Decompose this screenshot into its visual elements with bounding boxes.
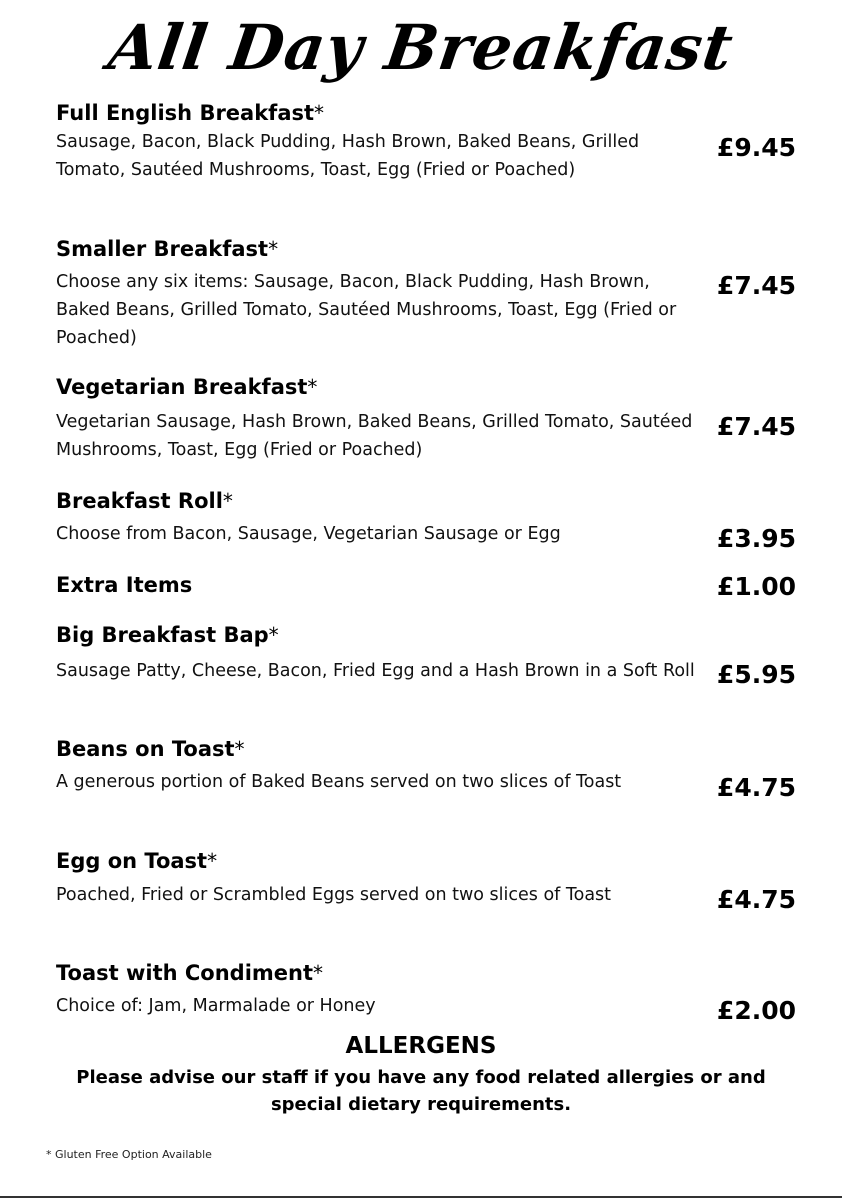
item-description: Poached, Fried or Scrambled Eggs served on two slices of Toast: [56, 885, 612, 905]
item-price: £9.45: [716, 133, 796, 162]
menu-item: [56, 372, 796, 460]
item-price: £1.00: [716, 572, 796, 601]
item-name: Breakfast Roll*: [56, 489, 233, 513]
item-description: Sausage Patty, Cheese, Bacon, Fried Egg and a Hash Brown in a Soft Roll: [56, 661, 695, 681]
allergens-heading: ALLERGENS: [345, 1033, 497, 1059]
item-price: £2.00: [716, 996, 796, 1025]
menu-item: [56, 958, 796, 1025]
item-price: £7.45: [716, 412, 796, 441]
item-name: Egg on Toast*: [56, 849, 218, 873]
item-description: Choose from Bacon, Sausage, Vegetarian Sausage or Egg: [56, 524, 561, 544]
item-price: £7.45: [716, 271, 796, 300]
menu-item: [56, 620, 796, 689]
allergens-section: [0, 1030, 842, 1118]
gluten-free-footnote: * Gluten Free Option Available: [46, 1148, 212, 1161]
menu-item: [56, 846, 796, 914]
menu-item: [56, 734, 796, 802]
item-price: £5.95: [716, 660, 796, 689]
item-description: Vegetarian Sausage, Hash Brown, Baked Beans, Grilled Tomato, Sautéed Mushrooms, Toast, Egg (Fried or Poached): [56, 412, 693, 460]
item-name: Smaller Breakfast*: [56, 237, 279, 261]
item-description: Choose any six items: Sausage, Bacon, Black Pudding, Hash Brown, Baked Beans, Grilled Tomato, Sautéed Mushrooms, Toast, Egg (Fried or Poached): [56, 272, 677, 348]
item-name: Vegetarian Breakfast*: [56, 375, 318, 399]
item-description: Choice of: Jam, Marmalade or Honey: [56, 996, 376, 1016]
menu-title: All Day Breakfast: [104, 11, 738, 84]
menu-item: [56, 98, 796, 180]
allergens-notice: Please advise our staff if you have any food related allergies or and special dietary requirements.: [76, 1067, 766, 1115]
item-price: £4.75: [716, 773, 796, 802]
item-description: Sausage, Bacon, Black Pudding, Hash Brown, Baked Beans, Grilled Tomato, Sautéed Mushrooms, Toast, Egg (Fried or Poached): [56, 132, 640, 180]
item-price: £3.95: [716, 524, 796, 553]
menu-item: [56, 486, 796, 553]
item-name: Full English Breakfast*: [56, 101, 325, 125]
item-name: Big Breakfast Bap*: [56, 623, 279, 647]
item-name: Beans on Toast*: [56, 737, 245, 761]
item-description: A generous portion of Baked Beans served on two slices of Toast: [56, 772, 622, 792]
item-price: £4.75: [716, 885, 796, 914]
bottom-divider: [0, 1196, 842, 1198]
item-name: Toast with Condiment*: [56, 961, 324, 985]
menu-item: [56, 570, 796, 600]
menu-item: [56, 234, 796, 348]
item-name: Extra Items: [56, 573, 193, 597]
